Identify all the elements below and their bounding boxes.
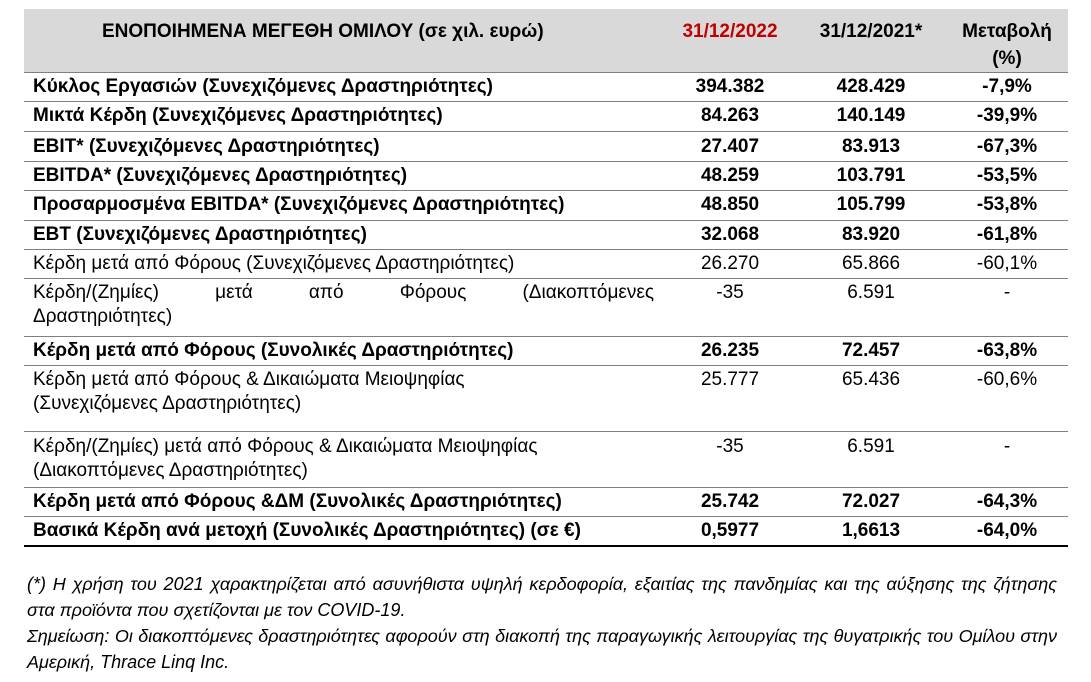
- value-change: -64,0%: [946, 517, 1068, 546]
- header-year-2022: 31/12/2022: [664, 9, 796, 73]
- value-2022: 48.259: [664, 162, 796, 191]
- value-2021: 1,6613: [796, 517, 946, 546]
- value-2022: 0,5977: [664, 517, 796, 546]
- value-2021: 65.436: [796, 366, 946, 432]
- table-header-row: [24, 9, 1068, 73]
- row-label: Βασικά Κέρδη ανά μετοχή (Συνολικές Δραστηριότητες) (σε €): [24, 517, 664, 546]
- footnote-discontinued: Σημείωση: Οι διακοπτόμενες δραστηριότητες αφορούν στη διακοπή της παραγωγικής λειτουργίας της θυγατρικής του Ομίλου στην Αμερική, Thrace Linq Inc.: [27, 626, 1057, 672]
- row-label: EBT (Συνεχιζόμενες Δραστηριότητες): [24, 221, 664, 250]
- table-row: [24, 488, 1068, 517]
- value-change: -53,5%: [946, 162, 1068, 191]
- table-row: [24, 102, 1068, 132]
- value-2021: 65.866: [796, 250, 946, 279]
- value-change: -64,3%: [946, 488, 1068, 517]
- value-2021: 6.591: [796, 279, 946, 337]
- value-change: -63,8%: [946, 337, 1068, 366]
- table-row: [24, 250, 1068, 279]
- footnotes: [27, 571, 1057, 675]
- row-label-line2: Δραστηριότητες): [33, 306, 173, 327]
- value-2021: 72.027: [796, 488, 946, 517]
- table-row: [24, 432, 1068, 488]
- row-label: [24, 279, 664, 337]
- table-row: [24, 337, 1068, 366]
- row-label: Προσαρμοσμένα EBITDA* (Συνεχιζόμενες Δραστηριότητες): [24, 191, 664, 221]
- table-row: [24, 73, 1068, 102]
- value-change: -: [946, 279, 1068, 337]
- table-row: [24, 162, 1068, 191]
- row-label: Κέρδη μετά από Φόρους &ΔΜ (Συνολικές Δραστηριότητες): [24, 488, 664, 517]
- value-2021: 83.913: [796, 132, 946, 162]
- value-2021: 83.920: [796, 221, 946, 250]
- table-row: [24, 366, 1068, 432]
- value-2021: 103.791: [796, 162, 946, 191]
- row-label: EBIT* (Συνεχιζόμενες Δραστηριότητες): [24, 132, 664, 162]
- value-change: -: [946, 432, 1068, 488]
- value-2022: 48.850: [664, 191, 796, 221]
- table-row: [24, 517, 1068, 546]
- value-2022: 26.235: [664, 337, 796, 366]
- value-2022: 25.742: [664, 488, 796, 517]
- row-label-line1: Κέρδη/(Ζημίες) μετά από Φόρους (Διακοπτόμενες: [33, 282, 654, 303]
- value-2022: 394.382: [664, 73, 796, 102]
- table-row: [24, 221, 1068, 250]
- row-label-line2: (Διακοπτόμενες Δραστηριότητες): [33, 460, 308, 481]
- value-2021: 6.591: [796, 432, 946, 488]
- header-change-unit: (%): [992, 48, 1022, 69]
- value-2021: 140.149: [796, 102, 946, 132]
- table-row: [24, 191, 1068, 221]
- row-label: Κέρδη μετά από Φόρους (Συνεχιζόμενες Δραστηριότητες): [24, 250, 664, 279]
- value-2022: 32.068: [664, 221, 796, 250]
- value-2022: -35: [664, 432, 796, 488]
- header-label: ΕΝΟΠΟΙΗΜΕΝΑ ΜΕΓΕΘΗ ΟΜΙΛΟΥ (σε χιλ. ευρώ): [24, 9, 664, 73]
- value-2021: 72.457: [796, 337, 946, 366]
- row-label-line2: (Συνεχιζόμενες Δραστηριότητες): [33, 393, 302, 414]
- value-change: -53,8%: [946, 191, 1068, 221]
- row-label: Μικτά Κέρδη (Συνεχιζόμενες Δραστηριότητες): [24, 102, 664, 132]
- row-label: Κέρδη μετά από Φόρους (Συνολικές Δραστηριότητες): [24, 337, 664, 366]
- header-year-2021: 31/12/2021*: [796, 9, 946, 73]
- value-2022: 25.777: [664, 366, 796, 432]
- row-label: [24, 432, 664, 488]
- consolidated-figures-table: [24, 9, 1068, 547]
- footnote-2021: (*) Η χρήση του 2021 χαρακτηρίζεται από ασυνήθιστα υψηλή κερδοφορία, εξαιτίας της πανδημίας και της αύξησης της ζήτησης στα προϊόντα που σχετίζονται με τον COVID-19.: [27, 574, 1057, 620]
- value-2022: 26.270: [664, 250, 796, 279]
- value-change: -39,9%: [946, 102, 1068, 132]
- value-2022: 84.263: [664, 102, 796, 132]
- value-2021: 428.429: [796, 73, 946, 102]
- row-label: Κύκλος Εργασιών (Συνεχιζόμενες Δραστηριότητες): [24, 73, 664, 102]
- row-label-line1: Κέρδη/(Ζημίες) μετά από Φόρους & Δικαιώματα Μειοψηφίας: [33, 436, 538, 457]
- header-change-label: Μεταβολή: [962, 21, 1052, 42]
- value-change: -61,8%: [946, 221, 1068, 250]
- value-change: -67,3%: [946, 132, 1068, 162]
- header-change: [946, 9, 1068, 73]
- value-change: -60,1%: [946, 250, 1068, 279]
- row-label: [24, 366, 664, 432]
- table-row: [24, 132, 1068, 162]
- row-label-line1: Κέρδη μετά από Φόρους & Δικαιώματα Μειοψηφίας: [33, 369, 465, 390]
- value-change: -7,9%: [946, 73, 1068, 102]
- value-2021: 105.799: [796, 191, 946, 221]
- value-2022: 27.407: [664, 132, 796, 162]
- row-label: EBITDA* (Συνεχιζόμενες Δραστηριότητες): [24, 162, 664, 191]
- value-change: -60,6%: [946, 366, 1068, 432]
- table-row: [24, 279, 1068, 337]
- value-2022: -35: [664, 279, 796, 337]
